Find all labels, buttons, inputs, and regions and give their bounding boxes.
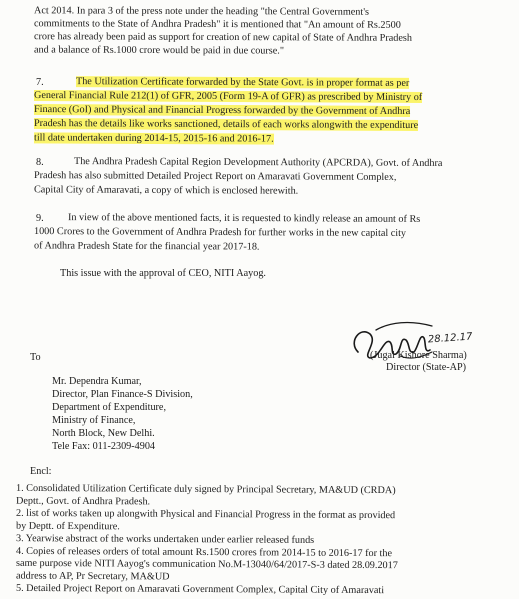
enclosure-label: Encl:: [30, 466, 52, 477]
signatory-designation: Director (State-AP): [386, 362, 467, 373]
para-9-number: 9.: [36, 213, 44, 224]
para-8-number: 8.: [36, 157, 44, 168]
address-line-5: North Block, New Delhi.: [52, 428, 155, 439]
intro-line-1: Act 2014. In para 3 of the press note under the heading "the Central Government's: [33, 5, 370, 18]
para-7-line-2: General Financial Rule 212(1) of GFR, 2005 (Form 19-A of GFR) as prescribed by Ministry of: [33, 89, 423, 104]
enclosure-line-7: same purpose vide NITI Aayog's communication No.M-13040/64/2017-S-3 dated 28.09.2017: [15, 557, 398, 572]
enclosure-line-1: 1. Consolidated Utilization Certificate duly signed by Principal Secretary, MA&UD (CRDA): [15, 482, 396, 497]
address-line-2: Director, Plan Finance-S Division,: [52, 389, 193, 400]
to-label: To: [30, 352, 41, 363]
enclosure-line-3: 2. list of works taken up alongwith Physical and Financial Progress in the format as provided: [15, 507, 396, 522]
para-9-line-2: 1000 Crores to the Government of Andhra Pradesh for further works in the new capital city: [33, 226, 407, 239]
enclosure-line-2: Deptt., Govt. of Andhra Pradesh.: [15, 495, 151, 508]
para-9-line-3: of Andhra Pradesh State for the financial year 2017-18.: [33, 240, 260, 253]
para-8-line-1: The Andhra Pradesh Capital Region Development Authority (APCRDA), Govt. of Andhra: [73, 156, 443, 169]
signature-date: 28.12.17: [427, 331, 473, 346]
intro-line-3: crore has already been paid as support for creation of new capital of State of Andhra Pradesh: [33, 31, 412, 44]
approval-line: This issue with the approval of CEO, NITI Aayog.: [60, 268, 266, 279]
para-7-line-3: Finance (GoI) and Physical and Financial Progress forwarded by the Government of Andhra: [33, 104, 411, 117]
address-line-6: Tele Fax: 011-2309-4904: [52, 441, 156, 452]
enclosure-line-5: 3. Yearwise abstract of the works undertaken under earlier released funds: [15, 533, 315, 546]
para-7-line-4: Pradesh has the details like works sanctioned, details of each works alongwith the expenditure: [33, 117, 419, 132]
para-9-line-1: In view of the above mentioned facts, it is requested to kindly release an amount of Rs: [67, 212, 421, 225]
enclosure-line-9: 5. Detailed Project Report on Amaravati Government Complex, Capital City of Amaravati: [15, 582, 385, 597]
para-7-line-5: till date undertaken during 2014-15, 2015-16 and 2016-17.: [33, 132, 274, 145]
signatory-name: (Jugal Kishore Sharma): [370, 350, 467, 361]
intro-line-4: and a balance of Rs.1000 crore would be paid in due course.": [33, 44, 285, 57]
para-8-line-2: Pradesh has also submitted Detailed Project Report on Amaravati Government Complex,: [33, 170, 397, 183]
para-7-number: 7.: [36, 77, 44, 88]
enclosure-line-8: address to AP, Pr Secretary, MA&UD: [15, 570, 170, 583]
intro-line-2: commitments to the State of Andhra Pradesh" it is mentioned that "An amount of Rs.2500: [33, 18, 401, 31]
enclosure-line-4: by Deptt. of Expenditure.: [15, 520, 120, 533]
address-line-4: Ministry of Finance,: [52, 415, 136, 426]
para-7-line-1: The Utilization Certificate forwarded by the State Govt. is in proper format as per: [75, 76, 410, 89]
para-8-line-3: Capital City of Amaravati, a copy of which is enclosed herewith.: [33, 184, 299, 197]
address-line-3: Department of Expenditure,: [52, 402, 167, 413]
address-line-1: Mr. Dependra Kumar,: [52, 376, 142, 387]
enclosure-line-6: 4. Copies of releases orders of total amount Rs.1500 crores from 2014-15 to 2016-17 for the: [15, 545, 393, 560]
